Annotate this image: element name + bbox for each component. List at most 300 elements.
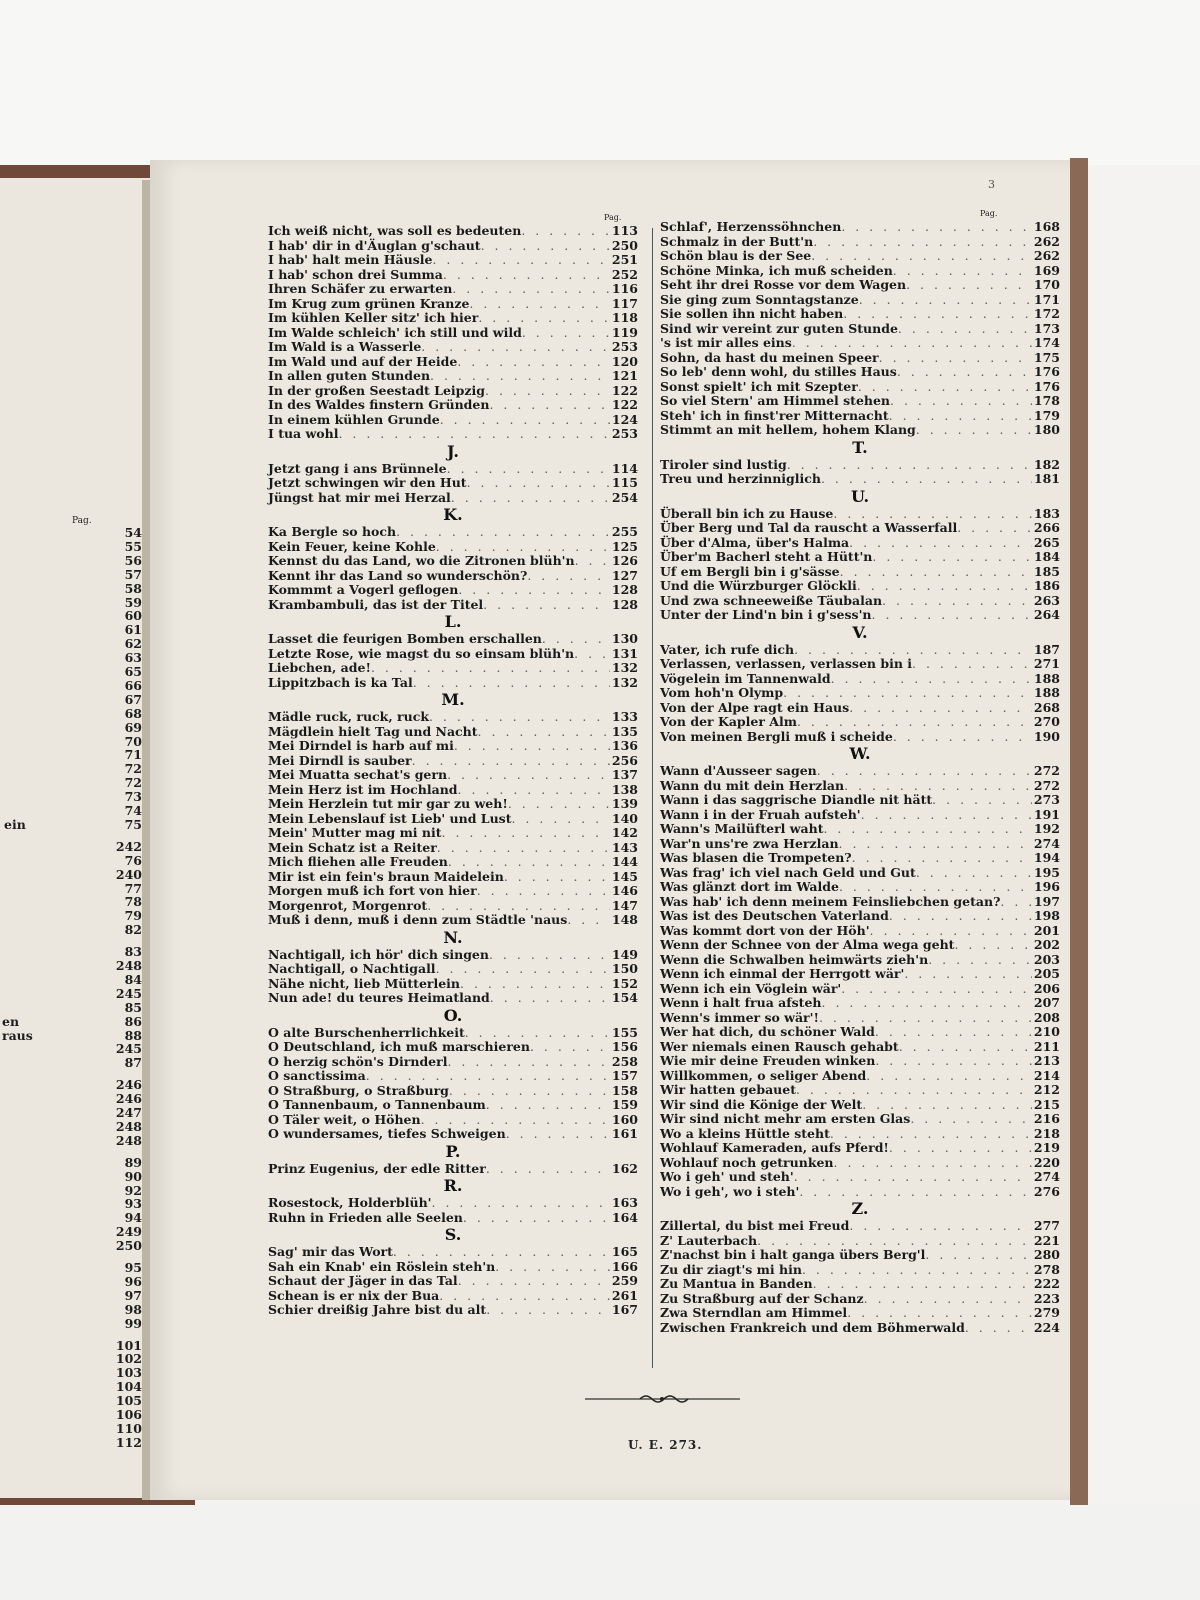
dot-leader <box>879 351 1032 366</box>
page-reference: 188 <box>1033 685 1060 700</box>
index-entry <box>660 715 1060 730</box>
page-reference: 274 <box>1033 835 1060 851</box>
song-title: O alte Burschenherrlichkeit <box>268 1024 465 1040</box>
song-title: O sanctissima <box>268 1068 366 1083</box>
song-title: Vater, ich rufe dich <box>660 641 795 657</box>
index-entry <box>660 608 1060 623</box>
song-title: Was ist des Deutschen Vaterland <box>660 908 889 923</box>
song-title: Sag' mir das Wort <box>268 1244 393 1259</box>
index-entry <box>660 550 1060 565</box>
index-entry <box>660 1306 1060 1321</box>
page-reference: 176 <box>1033 378 1060 394</box>
dot-leader <box>833 507 1032 522</box>
section-letter: K. <box>443 505 463 524</box>
song-title: Kennt ihr das Land so wunderschön? <box>268 567 528 583</box>
dot-leader <box>440 413 610 428</box>
index-entry <box>268 884 638 899</box>
page-reference: 196 <box>1033 879 1060 894</box>
left-page-number: 103 <box>115 1365 142 1381</box>
song-title: Mein Herz ist im Hochland <box>268 781 458 797</box>
footer-edition-code: U. E. 273. <box>628 1438 703 1452</box>
page-reference: 165 <box>611 1244 638 1259</box>
dot-leader <box>862 1098 1032 1113</box>
song-title: Kein Feuer, keine Kohle <box>268 538 436 554</box>
dot-leader <box>904 967 1032 982</box>
index-entry <box>660 808 1060 823</box>
index-entry <box>268 1289 638 1304</box>
left-page-number: 59 <box>124 594 142 610</box>
song-title: Lasset die feurigen Bomben erschallen <box>268 631 542 646</box>
dot-leader <box>432 1196 610 1211</box>
dot-leader <box>889 1141 1032 1156</box>
dot-leader <box>447 462 610 477</box>
left-page-number: 102 <box>115 1351 142 1367</box>
index-entry <box>660 837 1060 852</box>
page-reference: 264 <box>1033 607 1060 622</box>
song-title: Im Wald und auf der Heide <box>268 353 458 369</box>
page-reference: 122 <box>611 382 638 398</box>
song-title: Verlassen, verlassen, verlassen bin i <box>660 656 913 671</box>
page-reference: 122 <box>611 397 638 412</box>
song-title: Nun ade! du teures Heimatland <box>268 990 490 1005</box>
left-page-number: 73 <box>124 789 142 805</box>
dot-leader <box>858 380 1032 395</box>
left-pag-label: Pag. <box>72 516 92 526</box>
dot-leader <box>448 855 610 870</box>
page-reference: 198 <box>1033 908 1060 923</box>
dot-leader <box>421 340 610 355</box>
index-entry <box>268 1113 638 1128</box>
index-entry <box>268 355 638 370</box>
song-title: Von der Alpe ragt ein Haus <box>660 699 850 715</box>
page-reference: 155 <box>611 1024 638 1040</box>
left-page-number: 86 <box>124 1013 142 1029</box>
song-title: Krambambuli, das ist der Titel <box>268 596 484 612</box>
dot-leader <box>458 783 610 798</box>
index-entry <box>268 1098 638 1113</box>
index-entry <box>268 525 638 540</box>
ornament-divider <box>585 1393 740 1405</box>
page-reference: 170 <box>1033 277 1060 292</box>
dot-leader <box>504 870 610 885</box>
dot-leader <box>893 730 1032 745</box>
index-entry <box>268 783 638 798</box>
dot-leader <box>457 355 610 370</box>
background-wall <box>0 0 1200 165</box>
song-title: I tua wohl <box>268 426 339 441</box>
index-entry <box>268 797 638 812</box>
left-page-number: 87 <box>124 1055 142 1071</box>
page-reference: 167 <box>611 1302 638 1317</box>
left-page-number: 93 <box>124 1196 142 1212</box>
page-reference: 119 <box>611 324 638 340</box>
index-entry <box>268 1196 638 1211</box>
page-reference: 176 <box>1033 364 1060 379</box>
page-reference: 197 <box>1033 893 1060 909</box>
song-title: Was frag' ich viel nach Geld und Gut <box>660 864 916 880</box>
song-title: Wenn ich einmal der Herrgott wär' <box>660 966 905 981</box>
dot-leader <box>849 536 1032 551</box>
dot-leader <box>932 793 1032 808</box>
dot-leader <box>469 297 610 312</box>
index-entry <box>268 768 638 783</box>
dot-leader <box>852 851 1032 866</box>
dot-leader <box>436 540 610 555</box>
dot-leader <box>489 398 609 413</box>
index-entry <box>268 239 638 254</box>
dot-leader <box>957 521 1032 536</box>
song-title: O Straßburg, o Straßburg <box>268 1082 449 1098</box>
left-page-number: 58 <box>124 580 142 596</box>
song-title: Und die Würzburger Glöckli <box>660 578 857 593</box>
dot-leader <box>787 458 1032 473</box>
index-entry <box>268 326 638 341</box>
song-title: Seht ihr drei Rosse vor dem Wagen <box>660 277 907 292</box>
page-reference: 280 <box>1033 1247 1060 1262</box>
dot-leader <box>427 899 610 914</box>
page-reference: 158 <box>611 1082 638 1098</box>
dot-leader <box>486 1162 610 1177</box>
index-entry <box>660 851 1060 866</box>
index-entry <box>660 365 1060 380</box>
left-page-number: 112 <box>115 1434 142 1450</box>
left-page-number: 106 <box>115 1407 142 1422</box>
dot-leader <box>889 909 1032 924</box>
left-page-number: 78 <box>124 894 142 910</box>
page-reference: 150 <box>611 961 638 976</box>
dot-leader <box>412 754 610 769</box>
dot-leader <box>861 808 1032 823</box>
song-title: Nachtigall, o Nachtigall <box>268 961 436 976</box>
dot-leader <box>396 525 610 540</box>
index-entry <box>268 1260 638 1275</box>
page-reference: 211 <box>1033 1038 1060 1054</box>
page-reference: 156 <box>611 1039 638 1054</box>
page-reference: 132 <box>611 674 638 690</box>
index-entry <box>660 458 1060 473</box>
dot-leader <box>893 264 1032 279</box>
dot-leader <box>823 822 1031 837</box>
page-reference: 272 <box>1033 777 1060 793</box>
song-title: Mein Herzlein tut mir gar zu weh! <box>268 796 508 811</box>
index-entry <box>268 297 638 312</box>
song-title: Jetzt schwingen wir den Hut <box>268 475 467 490</box>
song-title: Treu und herzinniglich <box>660 471 821 486</box>
song-title: Mein Lebenslauf ist Lieb' und Lust <box>268 810 512 826</box>
dot-leader <box>831 672 1032 687</box>
index-entry <box>660 895 1060 910</box>
song-title: Mein Schatz ist a Reiter <box>268 839 437 855</box>
index-entry <box>268 476 638 491</box>
song-title: Wenn der Schnee von der Alma wega geht <box>660 937 955 952</box>
index-entry <box>660 1234 1060 1249</box>
index-entry <box>660 1219 1060 1234</box>
dot-leader <box>430 369 610 384</box>
song-title: Lippitzbach is ka Tal <box>268 674 413 690</box>
dot-leader <box>857 579 1032 594</box>
dot-leader <box>875 1025 1032 1040</box>
dot-leader <box>458 583 610 598</box>
column-divider <box>652 228 653 1368</box>
index-entry <box>268 1069 638 1084</box>
section-letter: L. <box>444 612 462 631</box>
page-reference: 160 <box>611 1111 638 1127</box>
dot-leader <box>443 268 610 283</box>
index-entry <box>660 507 1060 522</box>
index-entry <box>268 739 638 754</box>
dot-leader <box>429 710 610 725</box>
index-entry <box>660 730 1060 745</box>
dot-leader <box>521 224 610 239</box>
song-title: Schlaf', Herzenssöhnchen <box>660 219 842 234</box>
left-page-fragment: raus <box>2 1027 33 1043</box>
dot-leader <box>813 235 1032 250</box>
dot-leader <box>458 1274 610 1289</box>
index-entry <box>660 1321 1060 1336</box>
index-entry <box>268 398 638 413</box>
index-entry <box>660 793 1060 808</box>
page-reference: 192 <box>1033 821 1060 836</box>
index-entry <box>268 413 638 428</box>
page-reference: 222 <box>1033 1276 1060 1291</box>
dot-leader <box>844 779 1032 794</box>
page-reference: 212 <box>1033 1082 1060 1097</box>
dot-leader <box>796 1083 1032 1098</box>
song-title: Vögelein im Tannenwald <box>660 670 831 686</box>
dot-leader <box>916 866 1032 881</box>
index-entry <box>660 536 1060 551</box>
dot-leader <box>912 657 1032 672</box>
page-reference: 219 <box>1033 1140 1060 1155</box>
index-entry <box>268 1127 638 1142</box>
index-entry <box>660 1156 1060 1171</box>
song-title: Ich weiß nicht, was soll es bedeuten <box>268 223 522 238</box>
index-entry <box>660 779 1060 794</box>
index-entry <box>268 311 638 326</box>
section-letter: U. <box>850 486 870 506</box>
section-letter: S. <box>444 1225 462 1244</box>
song-title: Wenn ich ein Vöglein wär' <box>660 980 842 996</box>
page-reference: 142 <box>611 825 638 840</box>
dot-leader <box>522 326 610 341</box>
song-title: Wer niemals einen Rausch gehabt <box>660 1038 899 1054</box>
song-title: Mei Dirndel is harb auf mi <box>268 738 454 753</box>
song-title: I hab' schon drei Summa <box>268 266 443 282</box>
dot-leader <box>898 322 1032 337</box>
page-reference: 184 <box>1033 549 1060 564</box>
left-page-number: 55 <box>124 538 142 554</box>
page-reference: 262 <box>1033 233 1060 249</box>
page-reference: 253 <box>611 426 638 441</box>
dot-leader <box>928 953 1032 968</box>
index-entry <box>660 1263 1060 1278</box>
page-reference: 159 <box>611 1097 638 1112</box>
page-reference: 118 <box>611 310 638 325</box>
dot-leader <box>910 1112 1032 1127</box>
dot-leader <box>463 1211 610 1226</box>
page-reference: 146 <box>611 883 638 898</box>
left-page-number: 68 <box>124 705 142 721</box>
dot-leader <box>511 812 609 827</box>
page-reference: 256 <box>611 752 638 768</box>
page-reference: 168 <box>1033 219 1060 234</box>
index-entry <box>660 264 1060 279</box>
section-letter: M. <box>441 690 465 709</box>
dot-leader <box>447 1055 609 1070</box>
index-entry <box>268 1274 638 1289</box>
index-entry <box>660 982 1060 997</box>
song-title: In der großen Seestadt Leipzig <box>268 382 485 398</box>
song-title: Vom hoh'n Olymp <box>660 685 784 700</box>
song-title: Z'nachst bin i halt ganga übers Berg'l <box>660 1247 926 1262</box>
dot-leader <box>830 1127 1032 1142</box>
song-title: Im Wald is a Wasserle <box>268 339 422 354</box>
index-entry <box>268 754 638 769</box>
song-title: Was glänzt dort im Walde <box>660 879 839 894</box>
song-title: Im Walde schleich' ich still und wild <box>268 324 522 340</box>
left-page-number: 105 <box>115 1393 142 1409</box>
page-reference: 116 <box>611 281 638 296</box>
song-title: Was hab' ich denn meinem Feinsliebchen getan? <box>660 893 1001 909</box>
index-entry <box>268 1211 638 1226</box>
song-title: Sah ein Knab' ein Röslein steh'n <box>268 1258 496 1274</box>
left-page-number: 240 <box>115 866 142 882</box>
index-entry <box>660 1277 1060 1292</box>
page-reference: 179 <box>1033 407 1060 423</box>
index-entry <box>660 307 1060 322</box>
index-entry <box>660 293 1060 308</box>
song-title: In einem kühlen Grunde <box>268 411 440 427</box>
page-reference: 166 <box>611 1258 638 1274</box>
song-title: Mei Dirndl is sauber <box>268 752 412 768</box>
song-title: Zu dir ziagt's mi hin <box>660 1261 802 1277</box>
index-entry <box>660 953 1060 968</box>
index-entry <box>268 268 638 283</box>
section-letter: T. <box>852 437 868 457</box>
song-title: Und zwa schneeweiße Täubalan <box>660 592 883 608</box>
index-entry <box>660 594 1060 609</box>
index-entry <box>660 380 1060 395</box>
left-page-number: 71 <box>124 747 142 763</box>
page-reference: 138 <box>611 781 638 797</box>
dot-leader <box>822 996 1032 1011</box>
index-entry <box>660 1083 1060 1098</box>
dot-leader <box>338 427 609 442</box>
page-reference: 215 <box>1033 1096 1060 1112</box>
index-entry <box>268 540 638 555</box>
page-reference: 207 <box>1033 995 1060 1010</box>
dot-leader <box>371 661 610 676</box>
index-entry <box>268 282 638 297</box>
left-page-number: 250 <box>115 1238 142 1254</box>
dot-leader <box>436 962 610 977</box>
song-title: Uf em Bergli bin i g'sässe <box>660 563 840 579</box>
page-reference: 274 <box>1033 1169 1060 1184</box>
page-reference: 132 <box>611 660 638 675</box>
page-reference: 261 <box>611 1287 638 1303</box>
dot-leader <box>432 253 609 268</box>
song-title: Mich fliehen alle Freuden <box>268 854 448 869</box>
page-reference: 161 <box>611 1126 638 1141</box>
song-title: Stimmt an mit hellem, hohem Klang <box>660 422 916 437</box>
page-reference: 258 <box>611 1053 638 1069</box>
page-reference: 149 <box>611 946 638 962</box>
index-entry <box>660 249 1060 264</box>
song-title: Schmalz in der Butt'n <box>660 233 814 249</box>
page-reference: 145 <box>611 868 638 884</box>
index-entry <box>660 235 1060 250</box>
index-entry <box>660 866 1060 881</box>
song-title: Schean is er nix der Bua <box>268 1287 440 1303</box>
dot-leader <box>870 924 1032 939</box>
page-reference: 266 <box>1033 520 1060 535</box>
song-title: Tiroler sind lustig <box>660 456 787 472</box>
song-title: Was blasen die Trompeten? <box>660 850 852 865</box>
song-title: Kennst du das Land, wo die Zitronen blüh'n <box>268 553 575 568</box>
pag-label-right: Pag. <box>980 209 998 218</box>
page-reference: 203 <box>1033 951 1060 967</box>
left-page-number: 82 <box>124 922 142 938</box>
song-title: Zwischen Frankreich und dem Böhmerwald <box>660 1319 965 1335</box>
dot-leader <box>872 550 1032 565</box>
left-page-number: 245 <box>115 985 142 1001</box>
page-reference: 164 <box>611 1209 638 1225</box>
dot-leader <box>442 826 610 841</box>
left-page-number: 248 <box>115 958 142 973</box>
song-title: In allen guten Stunden <box>268 368 431 383</box>
page-reference: 125 <box>611 538 638 554</box>
page-reference: 251 <box>611 252 638 267</box>
page-reference: 180 <box>1033 422 1060 437</box>
song-title: Im kühlen Keller sitz' ich hier <box>268 310 479 325</box>
dot-leader <box>467 476 610 491</box>
index-entry <box>268 253 638 268</box>
page-reference: 271 <box>1033 656 1060 671</box>
song-title: Ruhn in Frieden alle Seelen <box>268 1209 463 1225</box>
song-title: Zwa Sterndlan am Himmel <box>660 1305 848 1320</box>
song-title: Von meinen Bergli muß i scheide <box>660 728 893 744</box>
page-reference: 210 <box>1033 1024 1060 1039</box>
page-reference: 272 <box>1033 763 1060 778</box>
song-title: 's ist mir alles eins <box>660 335 792 350</box>
page-reference: 131 <box>611 645 638 661</box>
page-reference: 128 <box>611 582 638 597</box>
dot-leader <box>478 311 610 326</box>
dot-leader <box>567 913 610 928</box>
index-entry <box>660 1127 1060 1142</box>
page-reference: 175 <box>1033 349 1060 365</box>
index-entry <box>660 1098 1060 1113</box>
dot-leader <box>821 472 1032 487</box>
song-title: Schier dreißig Jahre bist du alt <box>268 1302 487 1317</box>
song-title: Mädle ruck, ruck, ruck <box>268 709 429 724</box>
dot-leader <box>834 1156 1032 1171</box>
dot-leader <box>802 1263 1032 1278</box>
index-entry <box>268 826 638 841</box>
page-reference: 174 <box>1033 335 1060 350</box>
song-title: Wenn's immer so wär'! <box>660 1009 819 1025</box>
left-page-number: 77 <box>124 880 142 896</box>
page-reference: 277 <box>1033 1218 1060 1233</box>
dot-leader <box>465 1026 610 1041</box>
page-reference: 220 <box>1033 1154 1060 1170</box>
index-entry <box>268 583 638 598</box>
index-entry <box>268 812 638 827</box>
page-reference: 126 <box>611 553 638 568</box>
index-entry <box>660 880 1060 895</box>
song-title: Wenn i halt frua afsteh <box>660 995 822 1010</box>
index-entry <box>268 598 638 613</box>
